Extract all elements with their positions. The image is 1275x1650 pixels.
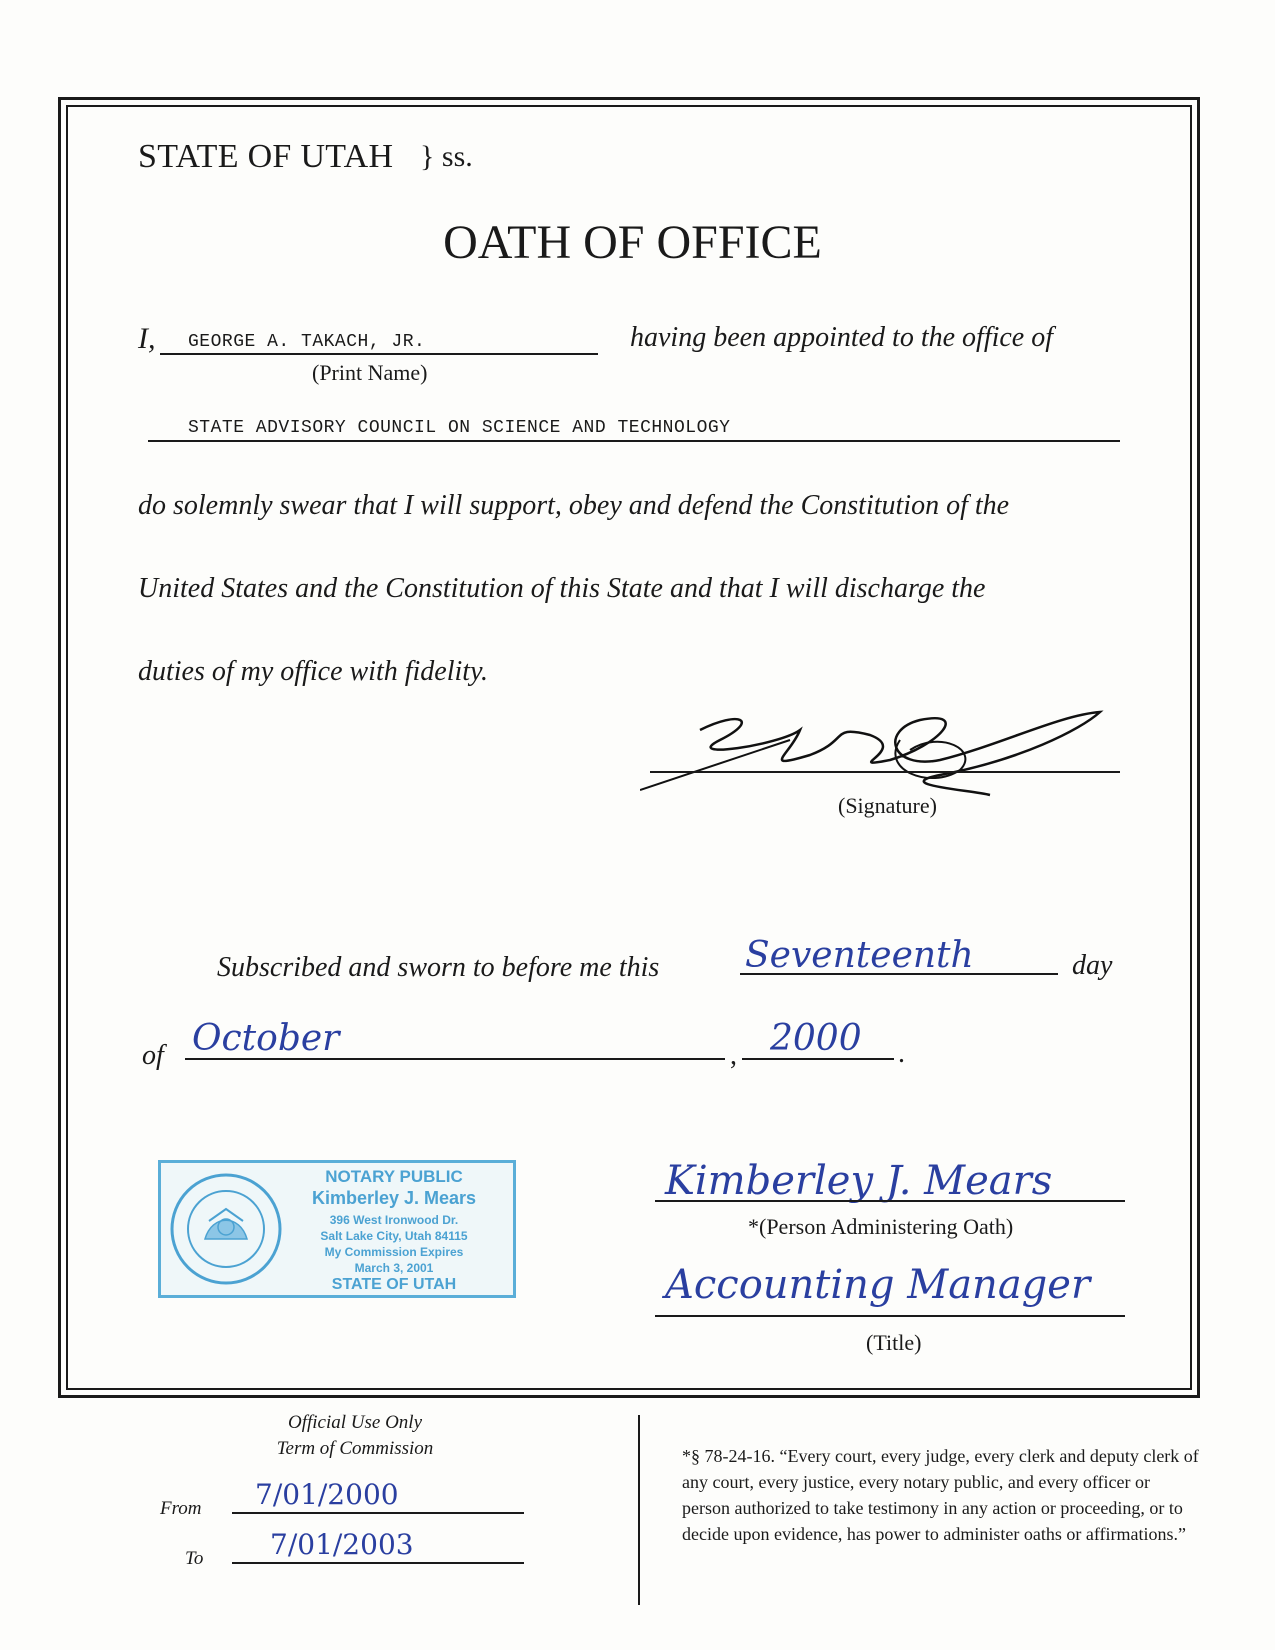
day-label: day (1072, 950, 1113, 981)
print-name-rule (160, 353, 598, 355)
from-label: From (160, 1498, 202, 1519)
from-value: 7/01/2000 (255, 1478, 399, 1511)
jurat-day-value: Seventeenth (745, 935, 974, 976)
of-label: of (142, 1040, 164, 1071)
title-caption: (Title) (866, 1330, 922, 1355)
state-heading: STATE OF UTAH (138, 138, 394, 175)
office-rule (148, 440, 1120, 442)
stamp-line-5: My Commission Expires (324, 1245, 464, 1259)
stamp-line-2: Kimberley J. Mears (311, 1188, 477, 1208)
stamp-line-1: NOTARY PUBLIC (325, 1167, 463, 1186)
notary-stamp (158, 1160, 516, 1298)
jurat-lead: Subscribed and sworn to before me this (217, 952, 660, 983)
i-prefix: I, (138, 322, 156, 355)
administrator-title-value: Accounting Manager (665, 1262, 1091, 1308)
administrator-signature: Kimberley J. Mears (665, 1158, 1053, 1204)
period: . (898, 1038, 905, 1069)
year-value: 2000 (770, 1018, 862, 1059)
month-value: October (192, 1018, 340, 1059)
oath-line-1: do solemnly swear that I will support, obey and defend the Constitution of the (138, 490, 1010, 521)
comma: , (730, 1040, 737, 1071)
document-title: OATH OF OFFICE (443, 216, 822, 269)
administrator-rule (655, 1200, 1125, 1202)
oath-line-2: United States and the Constitution of this State and that I will discharge the (138, 573, 986, 604)
day-rule (740, 973, 1058, 975)
statute-text: *§ 78-24-16. “Every court, every judge, every clerk and deputy clerk of any court, every justice, every notary public, and every officer or person authorized to take testimony in any action or proceeding, or to decide upon evidence, has power to administer oaths or affirmations.” (682, 1446, 1199, 1544)
appointed-text: having been appointed to the office of (630, 322, 1054, 353)
term-of-commission-label: Term of Commission (276, 1438, 434, 1459)
stamp-line-7: STATE OF UTAH (331, 1276, 457, 1293)
to-label: To (185, 1548, 204, 1569)
title-rule (655, 1315, 1125, 1317)
state-seal-icon (167, 1169, 285, 1289)
from-rule (232, 1512, 524, 1514)
signature-caption: (Signature) (838, 793, 937, 818)
stamp-line-6: March 3, 2001 (354, 1261, 434, 1275)
stamp-line-3: 396 West Ironwood Dr. (329, 1213, 459, 1227)
month-rule (185, 1058, 725, 1060)
year-rule (742, 1058, 894, 1060)
stamp-line-4: Salt Lake City, Utah 84115 (320, 1229, 468, 1243)
print-name-value: GEORGE A. TAKACH, JR. (188, 332, 426, 352)
official-use-label: Official Use Only (287, 1412, 423, 1433)
oath-line-3: duties of my office with fidelity. (138, 656, 488, 687)
footer-divider (638, 1415, 640, 1605)
to-value: 7/01/2003 (270, 1528, 414, 1561)
to-rule (232, 1562, 524, 1564)
office-value: STATE ADVISORY COUNCIL ON SCIENCE AND TECHNOLOGY (188, 418, 731, 438)
ss-label: } ss. (420, 140, 473, 173)
administrator-caption: *(Person Administering Oath) (748, 1214, 1014, 1239)
print-name-caption: (Print Name) (312, 360, 428, 385)
signature-rule (650, 771, 1120, 773)
